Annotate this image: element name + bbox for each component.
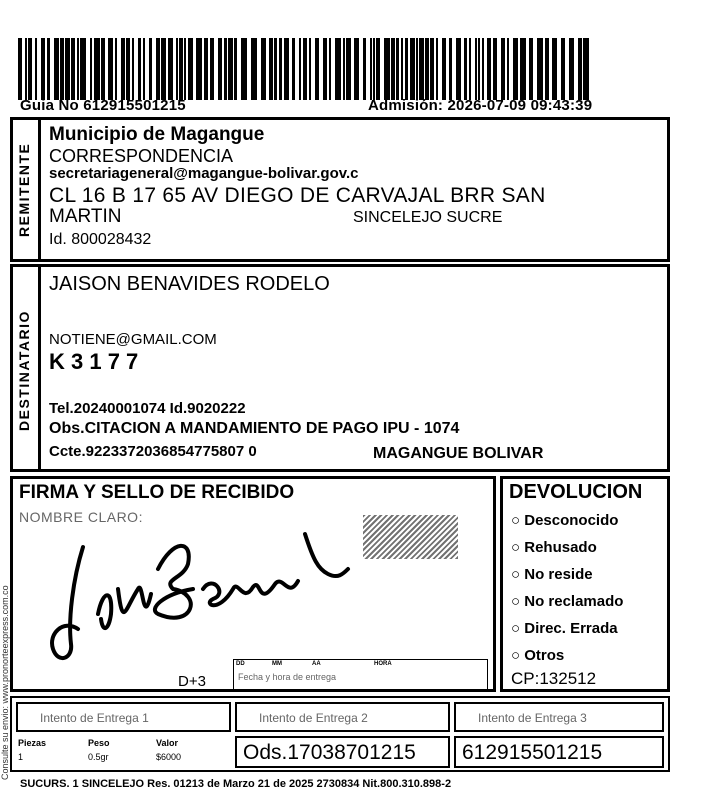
barcode-bar — [28, 38, 32, 100]
barcode-bar — [552, 38, 557, 100]
weight-header: Peso — [88, 738, 110, 748]
barcode-bar — [18, 38, 22, 100]
delivery-days: D+3 — [178, 673, 206, 690]
date-col-dd: DD — [236, 661, 245, 667]
barcode — [18, 38, 590, 100]
barcode-bar — [241, 38, 247, 100]
recipient-box — [10, 264, 670, 472]
barcode-bar — [60, 38, 64, 100]
barcode-bar — [583, 38, 589, 100]
barcode-bar — [493, 38, 497, 100]
return-option-no-reside: ○ No reside — [511, 566, 593, 583]
sender-label: REMITENTE — [16, 142, 32, 238]
stamp-mark — [363, 515, 458, 559]
recipient-email: NOTIENE@GMAIL.COM — [49, 331, 217, 348]
barcode-bar — [90, 38, 92, 100]
barcode-bar — [561, 38, 565, 100]
return-option-desconocido: ○ Desconocido — [511, 512, 619, 529]
sender-dept: CORRESPONDENCIA — [49, 146, 234, 166]
barcode-bar — [354, 38, 359, 100]
delivery-date-box — [233, 659, 488, 689]
barcode-bar — [507, 38, 509, 100]
recipient-name: JAISON BENAVIDES RODELO — [49, 273, 330, 295]
barcode-bar — [168, 38, 173, 100]
barcode-bar — [436, 38, 438, 100]
barcode-bar — [456, 38, 461, 100]
recipient-ref: K 3 1 7 7 — [49, 349, 139, 374]
barcode-bar — [569, 38, 574, 100]
barcode-bar — [469, 38, 471, 100]
guia-number: Guia No 612915501215 — [20, 97, 186, 114]
barcode-bar — [292, 38, 295, 100]
return-option-otros: ○ Otros — [511, 647, 565, 664]
barcode-bar — [77, 38, 79, 100]
barcode-bar — [442, 38, 446, 100]
side-note: Consulte su envio: www.pronorteexpress.com.co — [0, 585, 10, 780]
barcode-bar — [464, 38, 467, 100]
barcode-bar — [410, 38, 415, 100]
barcode-bar — [284, 38, 289, 100]
date-caption: Fecha y hora de entrega — [238, 672, 337, 682]
barcode-bar — [184, 38, 186, 100]
barcode-bar — [218, 38, 222, 100]
signature-scribble — [43, 519, 363, 669]
barcode-bar — [335, 38, 341, 100]
barcode-bar — [41, 38, 45, 100]
barcode-bar — [520, 38, 526, 100]
barcode-bar — [482, 38, 484, 100]
barcode-bar — [126, 38, 130, 100]
value-header: Valor — [156, 738, 179, 748]
barcode-bar — [224, 38, 227, 100]
attempt-2: Intento de Entrega 2 — [235, 702, 450, 732]
sender-city: SINCELEJO SUCRE — [353, 209, 503, 226]
barcode-bar — [323, 38, 327, 100]
barcode-bar — [138, 38, 141, 100]
barcode-bar — [196, 38, 202, 100]
barcode-bar — [396, 38, 399, 100]
recipient-ccte: Ccte.9223372036854775807 0 — [49, 443, 257, 460]
barcode-bar — [274, 38, 277, 100]
barcode-bar — [121, 38, 125, 100]
barcode-bar — [54, 38, 59, 100]
shipment-details — [16, 736, 231, 768]
barcode-bar — [143, 38, 145, 100]
sender-box — [10, 117, 670, 262]
barcode-bar — [251, 38, 257, 100]
barcode-bar — [419, 38, 424, 100]
barcode-bar — [132, 38, 134, 100]
value-amount: $6000 — [156, 752, 182, 762]
return-option-direc-errada: ○ Direc. Errada — [511, 620, 618, 637]
barcode-bar — [363, 38, 366, 100]
weight-value: 0.5gr — [88, 752, 109, 762]
barcode-bar — [149, 38, 152, 100]
sender-email: secretariageneral@magangue-bolivar.gov.c — [49, 165, 359, 182]
attempt-3: Intento de Entrega 3 — [454, 702, 664, 732]
barcode-bar — [370, 38, 372, 100]
barcode-bar — [425, 38, 429, 100]
barcode-bar — [161, 38, 166, 100]
recipient-obs: Obs.CITACION A MANDAMIENTO DE PAGO IPU - 1074 — [49, 420, 460, 437]
barcode-bar — [176, 38, 178, 100]
barcode-bar — [376, 38, 380, 100]
barcode-bar — [204, 38, 208, 100]
barcode-bar — [71, 38, 75, 100]
return-title: DEVOLUCION — [509, 481, 643, 503]
barcode-bar — [545, 38, 549, 100]
barcode-bar — [537, 38, 543, 100]
signature-box — [10, 476, 496, 692]
footer-text: SUCURS. 1 SINCELEJO Res. 01213 de Marzo 21 de 2025 2730834 Nit.800.310.898-2 — [20, 778, 452, 790]
delivery-attempts-box — [10, 696, 670, 772]
barcode-bar — [179, 38, 183, 100]
sender-name: Municipio de Magangue — [49, 124, 265, 145]
barcode-bar — [101, 38, 105, 100]
barcode-bar — [188, 38, 193, 100]
clear-name-label: NOMBRE CLARO: — [19, 509, 143, 525]
barcode-bar — [478, 38, 480, 100]
barcode-bar — [228, 38, 233, 100]
barcode-bar — [65, 38, 70, 100]
return-option-rehusado: ○ Rehusado — [511, 539, 597, 556]
barcode-bar — [309, 38, 311, 100]
sender-address-2: MARTIN — [49, 206, 122, 227]
barcode-bar — [578, 38, 582, 100]
recipient-label: DESTINATARIO — [16, 310, 32, 432]
barcode-bar — [373, 38, 375, 100]
date-col-hora: HORA — [374, 661, 392, 667]
barcode-bar — [475, 38, 477, 100]
barcode-bar — [384, 38, 390, 100]
barcode-bar — [430, 38, 434, 100]
barcode-bar — [513, 38, 518, 100]
barcode-bar — [343, 38, 345, 100]
barcode-bar — [108, 38, 113, 100]
tracking-number-cell — [454, 736, 664, 768]
admission-date: Admisión: 2026-07-09 09:43:39 — [368, 97, 593, 114]
barcode-bar — [261, 38, 266, 100]
recipient-tel: Tel.20240001074 Id.9020222 — [49, 400, 246, 417]
barcode-bar — [405, 38, 408, 100]
barcode-bar — [501, 38, 505, 100]
barcode-bar — [156, 38, 160, 100]
date-col-aa: AA — [312, 661, 321, 667]
signature-title: FIRMA Y SELLO DE RECIBIDO — [19, 482, 295, 503]
barcode-bar — [47, 38, 50, 100]
pieces-header: Piezas — [18, 738, 47, 748]
barcode-bar — [279, 38, 282, 100]
ods-number-cell — [235, 736, 450, 768]
barcode-bar — [529, 38, 533, 100]
return-box — [500, 476, 670, 692]
date-col-mm: MM — [272, 661, 282, 667]
barcode-bar — [487, 38, 491, 100]
tracking-number: 612915501215 — [462, 741, 603, 764]
postal-code: CP:132512 — [511, 669, 597, 688]
barcode-bar — [269, 38, 273, 100]
barcode-bar — [416, 38, 418, 100]
recipient-city: MAGANGUE BOLIVAR — [373, 445, 544, 462]
barcode-bar — [210, 38, 214, 100]
barcode-bar — [234, 38, 237, 100]
attempt-1: Intento de Entrega 1 — [16, 702, 231, 732]
sender-id: Id. 800028432 — [49, 231, 152, 248]
barcode-bar — [449, 38, 452, 100]
barcode-bar — [303, 38, 307, 100]
barcode-bar — [346, 38, 351, 100]
barcode-bar — [329, 38, 331, 100]
pieces-value: 1 — [18, 752, 24, 762]
barcode-bar — [315, 38, 319, 100]
barcode-bar — [94, 38, 100, 100]
barcode-bar — [115, 38, 117, 100]
barcode-bar — [35, 38, 37, 100]
barcode-bar — [80, 38, 86, 100]
ods-number: Ods.17038701215 — [243, 741, 416, 764]
return-option-no-reclamado: ○ No reclamado — [511, 593, 624, 610]
barcode-bar — [299, 38, 301, 100]
sender-address: CL 16 B 17 65 AV DIEGO DE CARVAJAL BRR SAN — [49, 184, 546, 207]
barcode-bar — [391, 38, 395, 100]
barcode-bar — [401, 38, 403, 100]
barcode-bar — [25, 38, 27, 100]
